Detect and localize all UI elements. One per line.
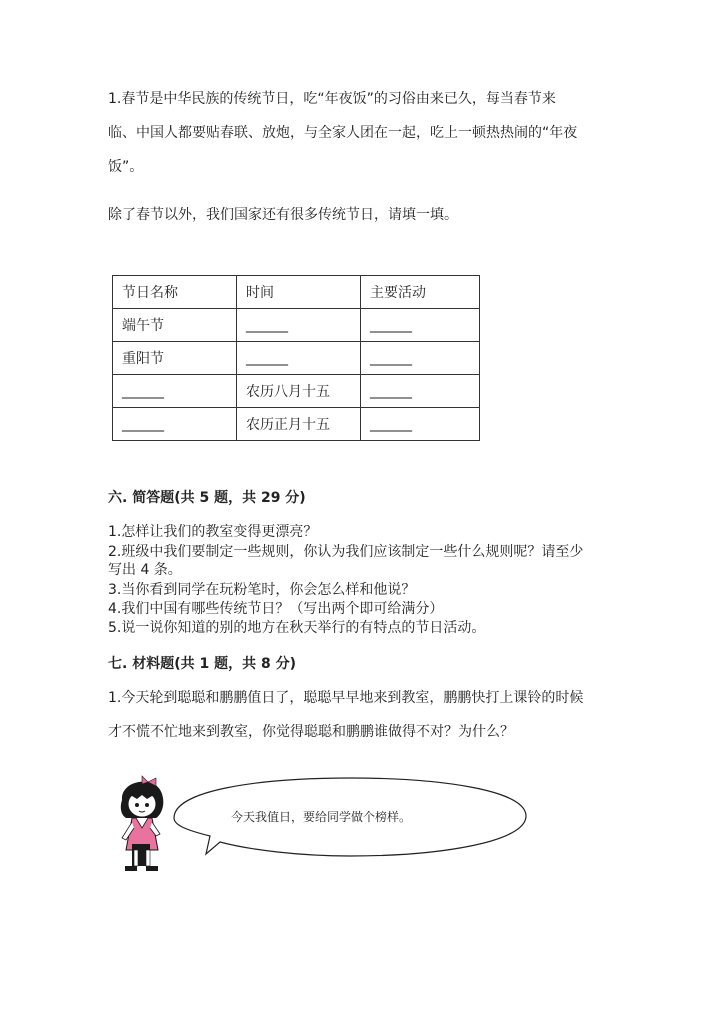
fill-blank[interactable]: ______ [237, 309, 361, 342]
passage-line-1: 1.春节是中华民族的传统节日，吃“年夜饭”的习俗由来已久，每当春节来 [108, 91, 556, 107]
fill-blank[interactable]: ______ [361, 342, 480, 375]
question-7-1-line-1: 1.今天轮到聪聪和鹏鹏值日了，聪聪早早地来到教室，鹏鹏快打上课铃的时候 [108, 690, 584, 706]
table-header-row [113, 276, 480, 309]
fill-blank[interactable]: ______ [361, 408, 480, 441]
header-activity: 主要活动 [361, 276, 480, 309]
table-cell: 农历正月十五 [237, 408, 361, 441]
table-cell: 端午节 [113, 309, 237, 342]
fill-blank[interactable]: ______ [237, 342, 361, 375]
speech-bubble-text: 今天我值日，要给同学做个榜样。 [231, 810, 412, 824]
fill-blank[interactable]: ______ [113, 375, 237, 408]
fill-blank[interactable]: ______ [361, 309, 480, 342]
question-6-1: 1.怎样让我们的教室变得更漂亮？ [108, 524, 318, 540]
question-7-1-line-2: 才不慌不忙地来到教室，你觉得聪聪和鹏鹏谁做得不对？为什么？ [108, 724, 514, 740]
table-row [113, 309, 480, 342]
question-6-2-line-1: 2.班级中我们要制定一些规则，你认为我们应该制定一些什么规则呢？请至少 [108, 544, 584, 560]
fill-blank[interactable]: ______ [361, 375, 480, 408]
section-6-heading: 六. 简答题(共 5 题，共 29 分) [108, 490, 306, 506]
header-festival-name: 节日名称 [113, 276, 237, 309]
fill-blank[interactable]: ______ [113, 408, 237, 441]
passage-line-2: 临、中国人都要贴春联、放炮，与全家人团在一起，吃上一顿热热闹的“年夜 [108, 125, 578, 141]
question-6-4: 4.我们中国有哪些传统节日？（写出两个即可给满分） [108, 601, 444, 617]
table-cell: 农历八月十五 [237, 375, 361, 408]
question-6-2-line-2: 写出 4 条。 [108, 562, 182, 578]
table-row [113, 408, 480, 441]
table-cell: 重阳节 [113, 342, 237, 375]
header-time: 时间 [237, 276, 361, 309]
question-6-5: 5.说一说你知道的别的地方在秋天举行的有特点的节日活动。 [108, 620, 486, 636]
festival-table [112, 275, 480, 441]
section-7-heading: 七. 材料题(共 1 题，共 8 分) [108, 656, 296, 672]
girl-illustration [112, 772, 172, 872]
passage-prompt: 除了春节以外，我们国家还有很多传统节日，请填一填。 [108, 207, 458, 223]
table-row [113, 342, 480, 375]
table-row [113, 375, 480, 408]
question-6-3: 3.当你看到同学在玩粉笔时，你会怎么样和他说？ [108, 582, 416, 598]
passage-line-3: 饭”。 [108, 159, 144, 175]
